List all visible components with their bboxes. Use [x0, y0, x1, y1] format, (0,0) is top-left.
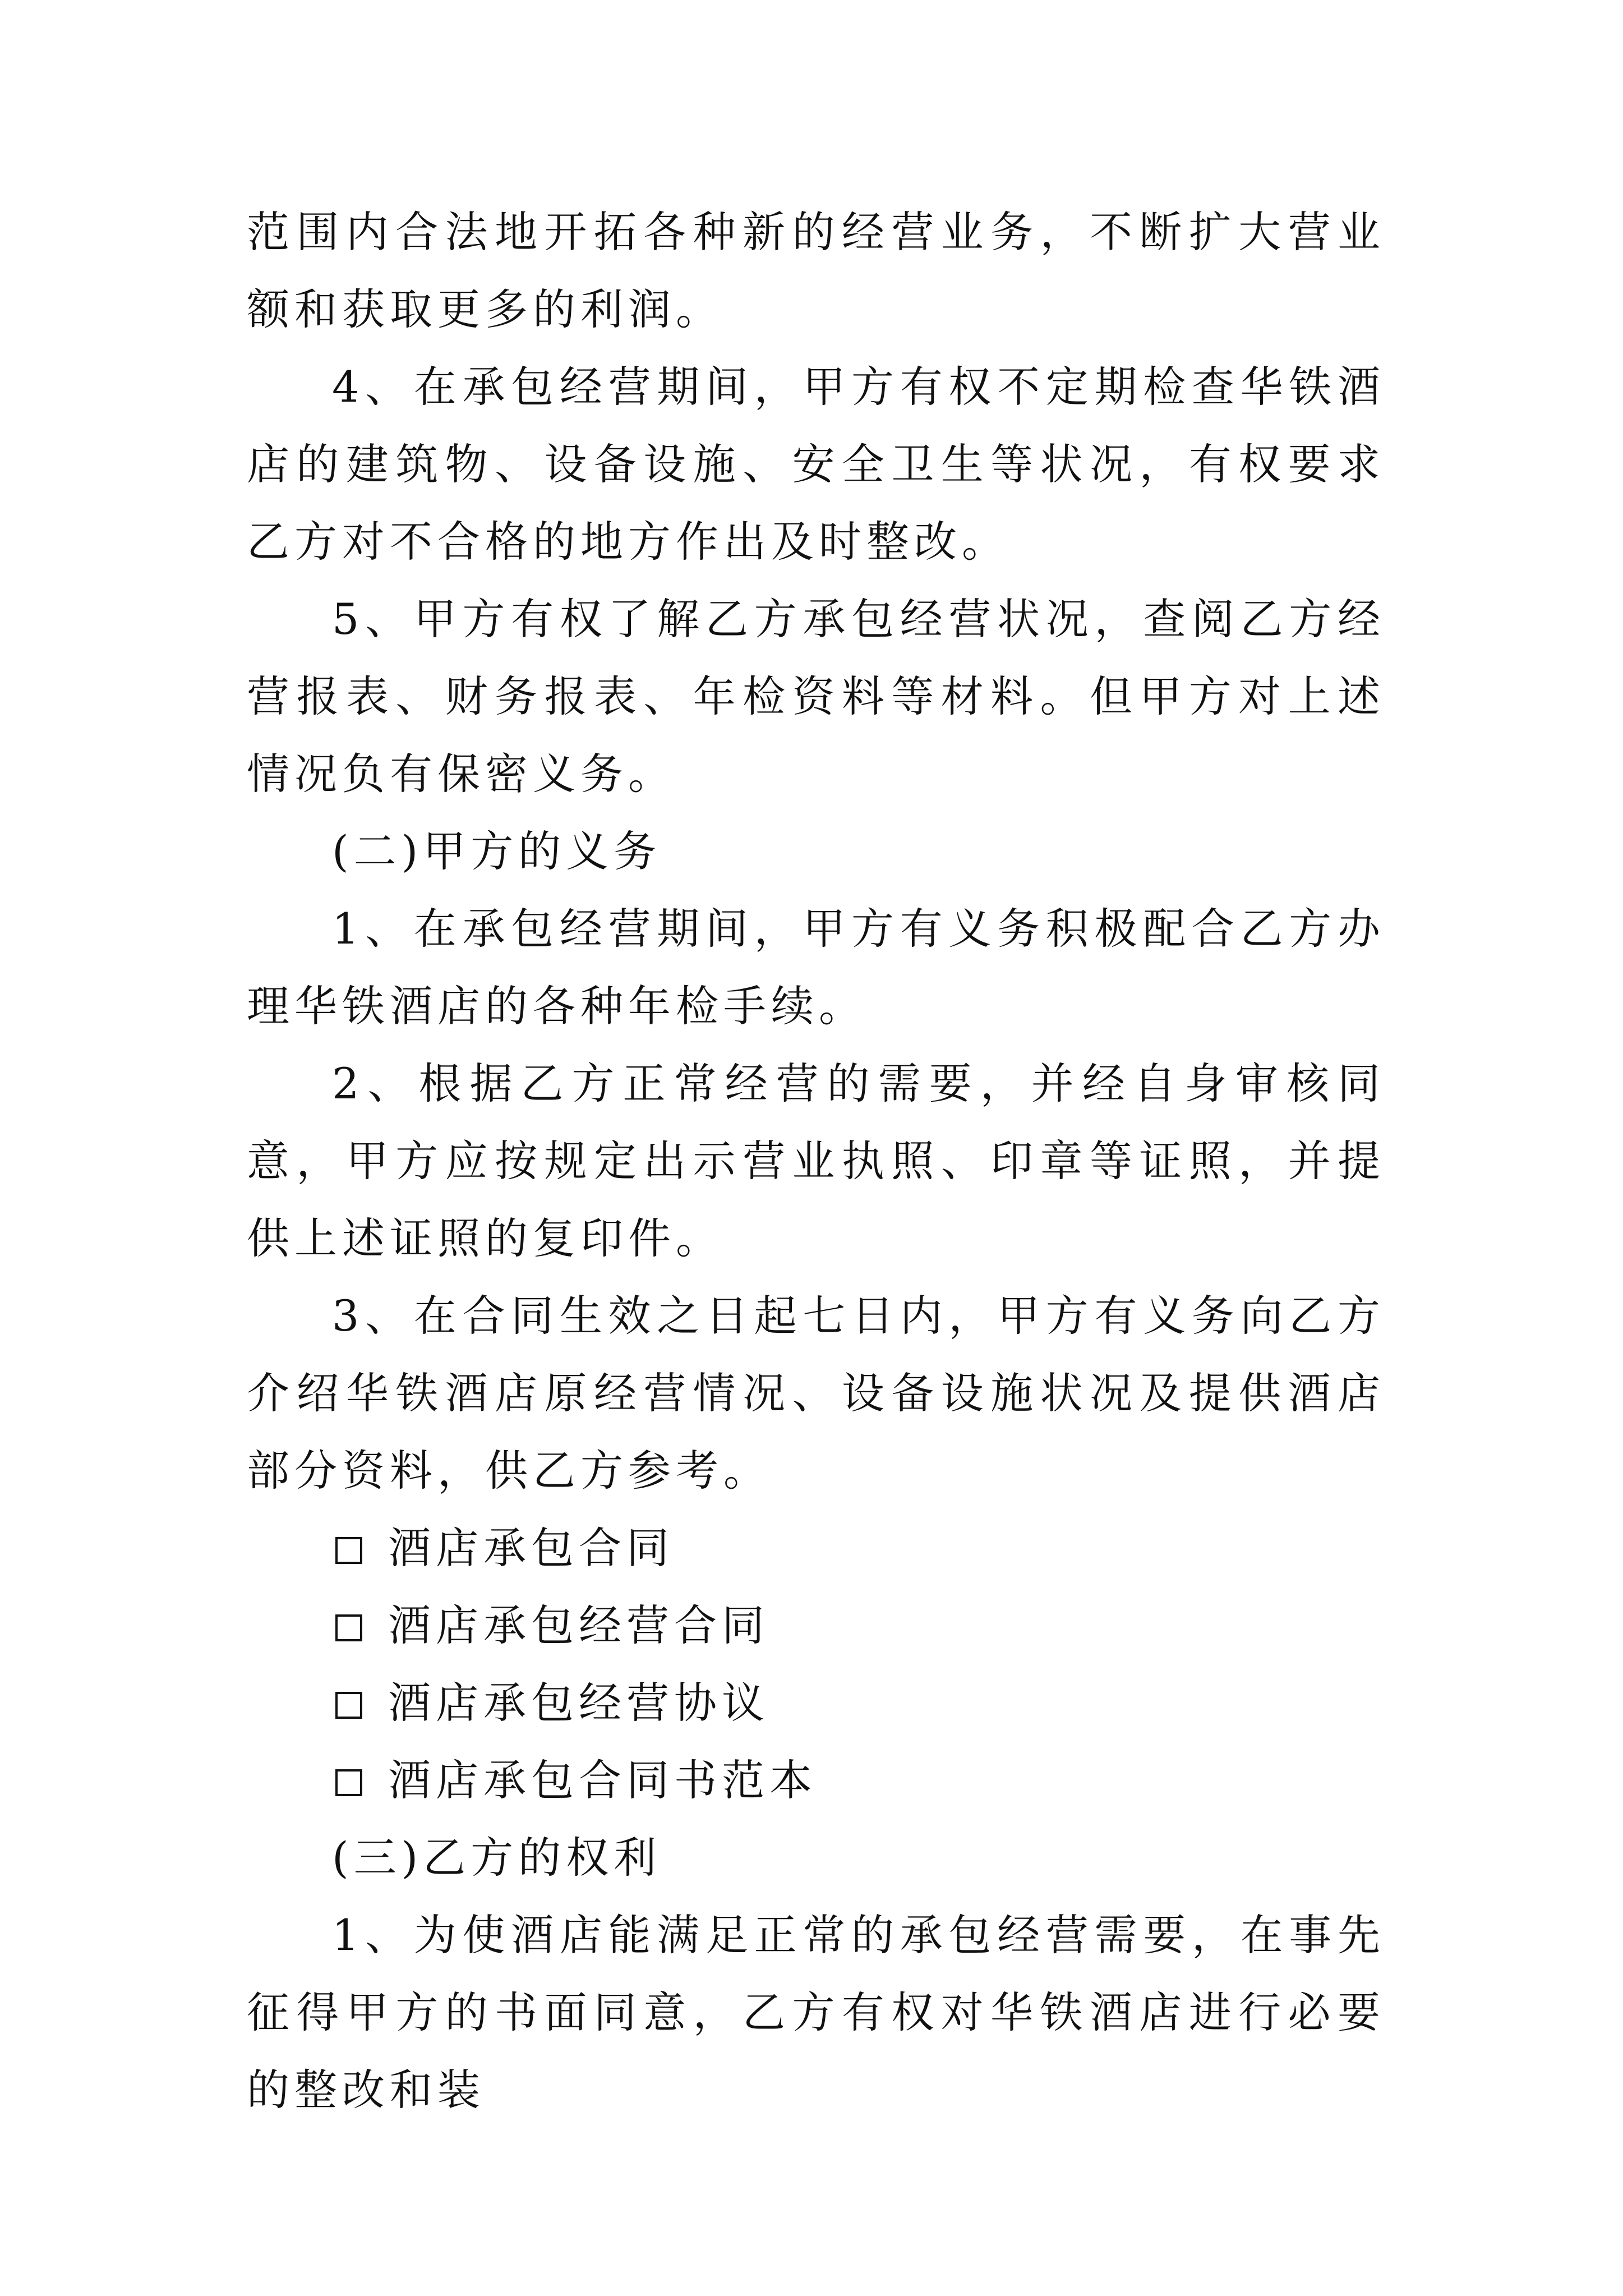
related-link-label: 酒店承包经营合同 [388, 1600, 769, 1650]
related-links-list [247, 1510, 1385, 1819]
related-link-label: 酒店承包合同 [388, 1523, 674, 1573]
paragraph-right-5: 5、甲方有权了解乙方承包经营状况，查阅乙方经营报表、财务报表、年检资料等材料。但甲方对上述情况负有保密义务。 [247, 594, 1385, 799]
paragraph-obligation-1: 1、在承包经营期间，甲方有义务积极配合乙方办理华铁酒店的各种年检手续。 [247, 904, 1385, 1031]
related-link-item[interactable] [247, 1587, 1385, 1664]
paragraph-continuation: 范围内合法地开拓各种新的经营业务，不断扩大营业额和获取更多的利润。 [247, 207, 1385, 334]
related-link-label: 酒店承包经营协议 [388, 1678, 769, 1728]
checkbox-icon [335, 1769, 362, 1796]
paragraph-right-b-1: 1、为使酒店能满足正常的承包经营需要，在事先征得甲方的书面同意，乙方有权对华铁酒店进行必要的整改和装 [247, 1910, 1385, 2115]
section-heading-party-b-rights: (三)乙方的权利 [332, 1833, 662, 1883]
section-heading-party-a-obligations: (二)甲方的义务 [332, 826, 662, 876]
paragraph-right-4: 4、在承包经营期间，甲方有权不定期检查华铁酒店的建筑物、设备设施、安全卫生等状况，有权要求乙方对不合格的地方作出及时整改。 [247, 362, 1385, 567]
checkbox-icon [335, 1614, 362, 1641]
related-link-label: 酒店承包合同书范本 [388, 1755, 817, 1805]
related-link-item[interactable] [247, 1510, 1385, 1587]
paragraph-obligation-3: 3、在合同生效之日起七日内，甲方有义务向乙方介绍华铁酒店原经营情况、设备设施状况及提供酒店部分资料，供乙方参考。 [247, 1291, 1385, 1496]
checkbox-icon [335, 1692, 362, 1719]
checkbox-icon [335, 1537, 362, 1564]
document-body [247, 194, 1385, 2129]
paragraph-obligation-2: 2、根据乙方正常经营的需要，并经自身审核同意，甲方应按规定出示营业执照、印章等证照，并提供上述证照的复印件。 [247, 1059, 1385, 1263]
related-link-item[interactable] [247, 1664, 1385, 1742]
related-link-item[interactable] [247, 1742, 1385, 1819]
